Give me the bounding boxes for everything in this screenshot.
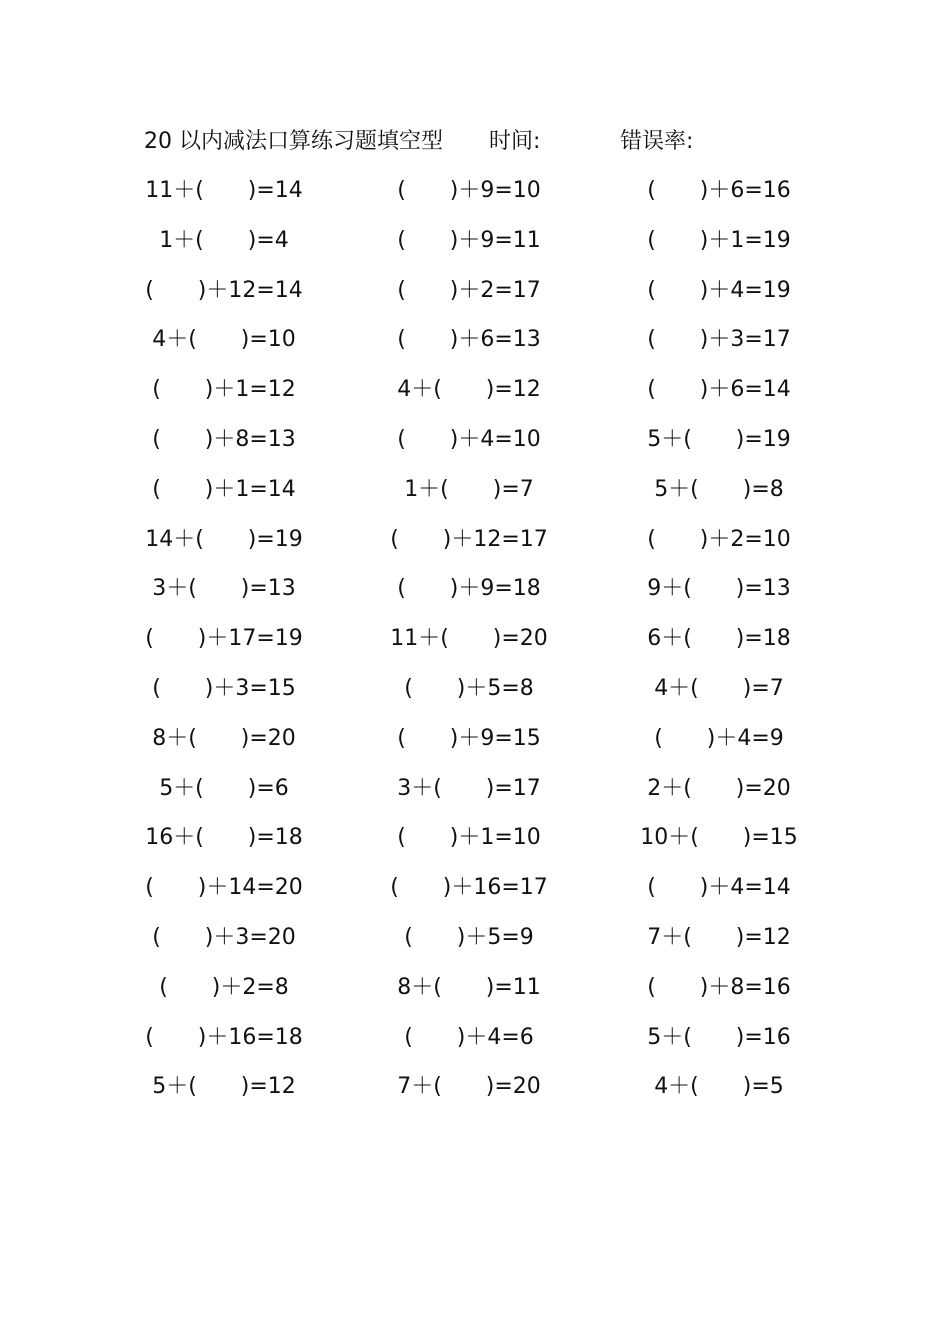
- problem-row: [0, 1067, 950, 1117]
- problem-item: ( )＋1=19: [647, 227, 791, 253]
- problem-item: 8＋( )=20: [152, 725, 296, 751]
- problem-item: 14＋( )=19: [145, 526, 303, 552]
- problem-row: [0, 569, 950, 619]
- problem-item: ( )＋6=14: [647, 377, 791, 403]
- problem-row: [0, 769, 950, 819]
- problem-item: ( )＋6=13: [397, 327, 541, 353]
- problem-item: ( )＋12=17: [390, 526, 548, 552]
- problem-item: 1＋( )=4: [159, 227, 289, 253]
- problem-item: 6＋( )=18: [647, 626, 791, 652]
- problem-item: 1＋( )=7: [404, 476, 534, 502]
- problem-row: [0, 221, 950, 271]
- problem-item: 16＋( )=18: [145, 825, 303, 851]
- problem-item: ( )＋1=10: [397, 825, 541, 851]
- problem-row: [0, 171, 950, 221]
- problem-item: 5＋( )=8: [654, 476, 784, 502]
- problem-item: 4＋( )=10: [152, 327, 296, 353]
- problem-row: [0, 520, 950, 570]
- problem-item: 5＋( )=16: [647, 1024, 791, 1050]
- problem-item: 7＋( )=12: [647, 924, 791, 950]
- problem-item: ( )＋9=15: [397, 725, 541, 751]
- problem-item: 4＋( )=12: [397, 377, 541, 403]
- problem-row: [0, 420, 950, 470]
- problem-item: 9＋( )=13: [647, 576, 791, 602]
- problem-item: ( )＋9=10: [397, 178, 541, 203]
- problem-row: [0, 669, 950, 719]
- problem-item: ( )＋9=11: [397, 227, 541, 253]
- problem-item: ( )＋2=10: [647, 526, 791, 552]
- problem-row: [0, 619, 950, 669]
- problem-item: 4＋( )=5: [654, 1074, 784, 1100]
- problem-item: 2＋( )=20: [647, 775, 791, 801]
- problem-item: ( )＋8=13: [152, 426, 296, 452]
- problem-item: 11＋( )=20: [390, 626, 548, 652]
- problem-item: ( )＋2=17: [397, 277, 541, 303]
- problem-item: 11＋( )=14: [145, 178, 303, 203]
- error-rate-label: 错误率:: [620, 129, 694, 154]
- problem-row: [0, 470, 950, 520]
- problem-row: [0, 271, 950, 321]
- problem-grid: [0, 171, 950, 1117]
- problem-row: [0, 868, 950, 918]
- problem-item: 5＋( )=19: [647, 426, 791, 452]
- problem-item: ( )＋1=14: [152, 476, 296, 502]
- problem-item: ( )＋2=8: [159, 974, 289, 1000]
- problem-row: [0, 818, 950, 868]
- problem-row: [0, 1018, 950, 1068]
- problem-item: ( )＋3=20: [152, 924, 296, 950]
- problem-item: ( )＋5=9: [404, 924, 534, 950]
- problem-item: ( )＋12=14: [145, 277, 303, 303]
- problem-item: 8＋( )=11: [397, 974, 541, 1000]
- problem-row: [0, 719, 950, 769]
- problem-item: ( )＋8=16: [647, 974, 791, 1000]
- problem-item: 5＋( )=12: [152, 1074, 296, 1100]
- time-label: 时间:: [489, 129, 541, 154]
- problem-row: [0, 918, 950, 968]
- worksheet-title: 20 以内减法口算练习题填空型: [144, 129, 443, 154]
- problem-item: ( )＋6=16: [647, 178, 791, 203]
- problem-item: ( )＋5=8: [404, 675, 534, 701]
- problem-item: 5＋( )=6: [159, 775, 289, 801]
- problem-item: ( )＋4=19: [647, 277, 791, 303]
- problem-item: 3＋( )=17: [397, 775, 541, 801]
- problem-item: ( )＋3=17: [647, 327, 791, 353]
- problem-item: 4＋( )=7: [654, 675, 784, 701]
- problem-item: ( )＋16=17: [390, 875, 548, 901]
- problem-row: [0, 370, 950, 420]
- problem-item: 3＋( )=13: [152, 576, 296, 602]
- problem-item: ( )＋3=15: [152, 675, 296, 701]
- problem-item: ( )＋9=18: [397, 576, 541, 602]
- problem-item: ( )＋1=12: [152, 377, 296, 403]
- problem-item: ( )＋4=9: [654, 725, 784, 751]
- problem-item: 10＋( )=15: [640, 825, 798, 851]
- worksheet-header: [144, 122, 844, 162]
- problem-item: ( )＋16=18: [145, 1024, 303, 1050]
- problem-row: [0, 320, 950, 370]
- problem-row: [0, 968, 950, 1018]
- problem-item: ( )＋14=20: [145, 875, 303, 901]
- problem-item: ( )＋4=6: [404, 1024, 534, 1050]
- problem-item: ( )＋17=19: [145, 626, 303, 652]
- problem-item: ( )＋4=14: [647, 875, 791, 901]
- problem-item: ( )＋4=10: [397, 426, 541, 452]
- problem-item: 7＋( )=20: [397, 1074, 541, 1100]
